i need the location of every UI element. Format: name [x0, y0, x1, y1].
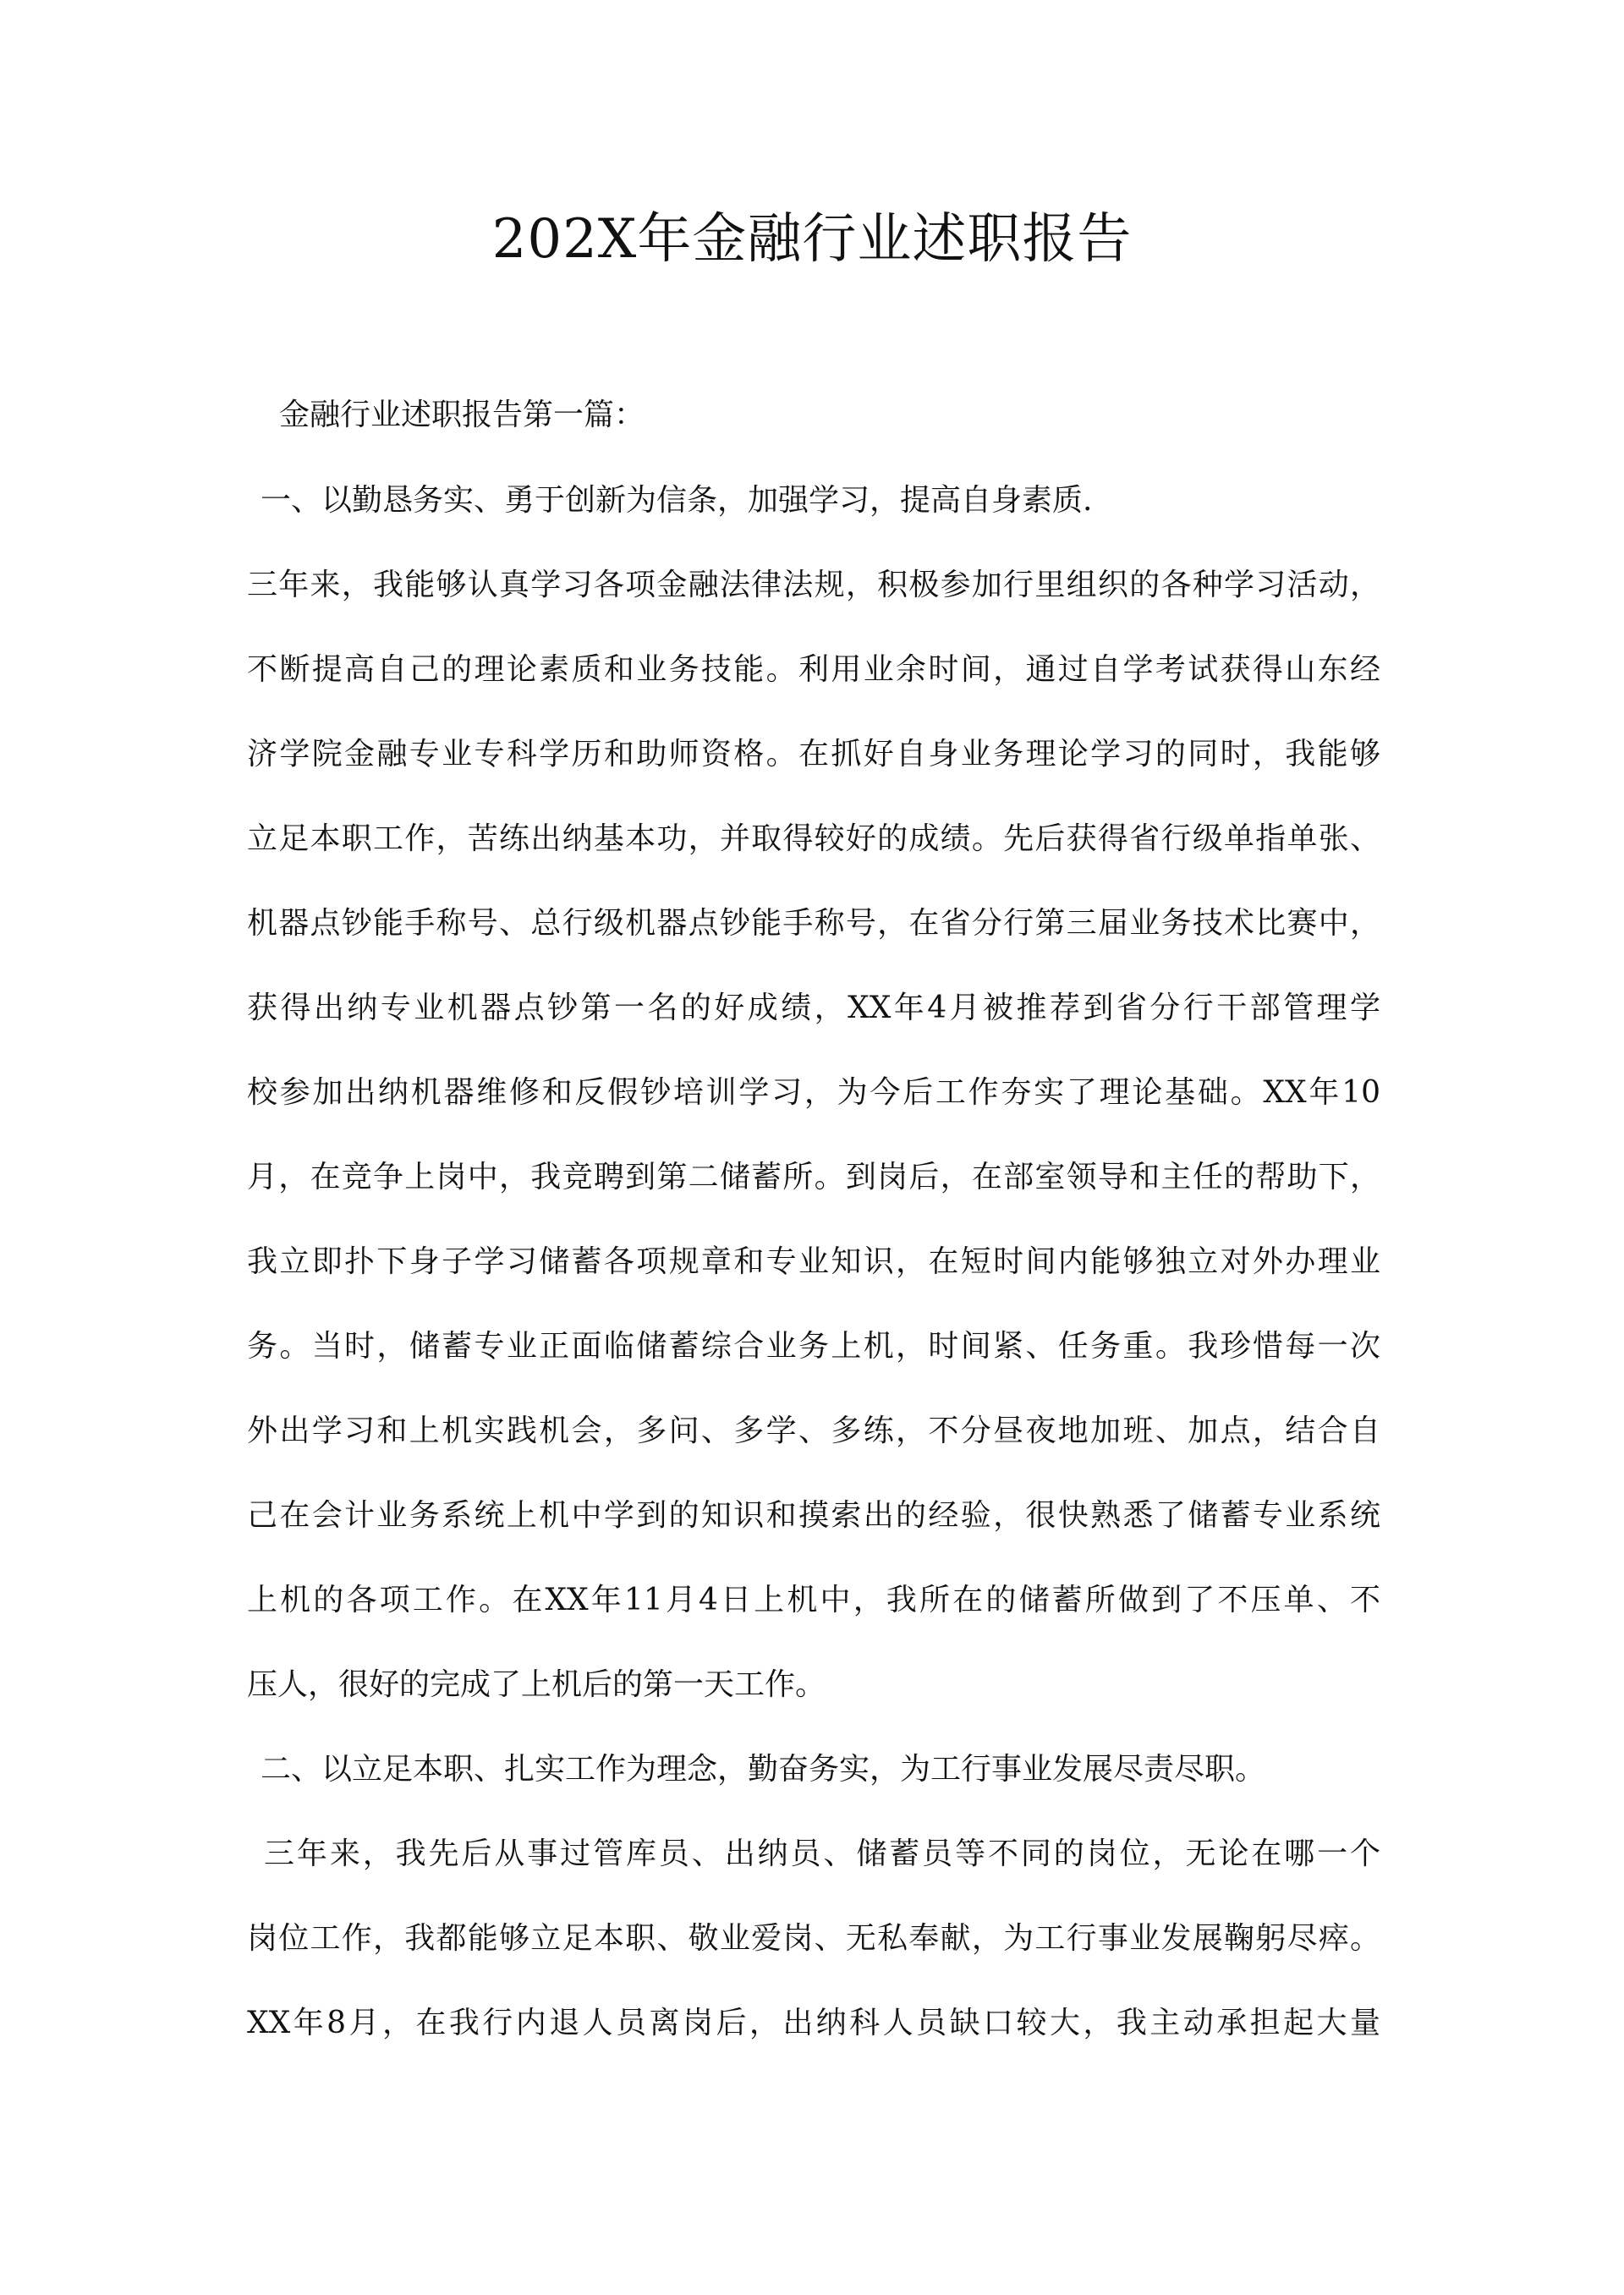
paragraph-line: 己在会计业务系统上机中学到的知识和摸索出的经验，很快熟悉了储蓄专业系统: [247, 1498, 1380, 1533]
paragraph-line: 务。当时，储蓄专业正面临储蓄综合业务上机，时间紧、任务重。我珍惜每一次: [247, 1329, 1380, 1364]
paragraph-line: 三年来，我能够认真学习各项金融法律法规，积极参加行里组织的各种学习活动，: [247, 568, 1380, 602]
paragraph-line: 月，在竞争上岗中，我竞聘到第二储蓄所。到岗后，在部室领导和主任的帮助下，: [247, 1160, 1380, 1194]
paragraph-line: 机器点钞能手称号、总行级机器点钞能手称号，在省分行第三届业务技术比赛中，: [247, 906, 1380, 941]
paragraph-line: 不断提高自己的理论素质和业务技能。利用业余时间，通过自学考试获得山东经: [247, 652, 1380, 687]
section-heading-first-article: 金融行业述职报告第一篇：: [279, 398, 645, 432]
paragraph-line: XX年8月，在我行内退人员离岗后，出纳科人员缺口较大，我主动承担起大量: [247, 2006, 1380, 2040]
paragraph-line: 校参加出纳机器维修和反假钞培训学习，为今后工作夯实了理论基础。XX年10: [247, 1075, 1380, 1110]
section-heading-one: 一、以勤恳务实、勇于创新为信条，加强学习，提高自身素质.: [261, 483, 1093, 518]
section-heading-two: 二、以立足本职、扎实工作为理念，勤奋务实，为工行事业发展尽责尽职。: [261, 1752, 1266, 1787]
paragraph-line: 三年来，我先后从事过管库员、出纳员、储蓄员等不同的岗位，无论在哪一个: [264, 1837, 1380, 1871]
paragraph-line: 岗位工作，我都能够立足本职、敬业爱岗、无私奉献，为工行事业发展鞠躬尽瘁。: [247, 1921, 1380, 1956]
paragraph-line: 外出学习和上机实践机会，多问、多学、多练，不分昼夜地加班、加点，结合自: [247, 1414, 1380, 1448]
paragraph-line: 立足本职工作，苦练出纳基本功，并取得较好的成绩。先后获得省行级单指单张、: [247, 821, 1380, 856]
paragraph-line: 济学院金融专业专科学历和助师资格。在抓好自身业务理论学习的同时，我能够: [247, 737, 1380, 771]
paragraph-line: 压人，很好的完成了上机后的第一天工作。: [247, 1667, 826, 1702]
document-title: 202X年金融行业述职报告: [491, 208, 1133, 271]
paragraph-line: 上机的各项工作。在XX年11月4日上机中，我所在的储蓄所做到了不压单、不: [247, 1583, 1380, 1617]
paragraph-line: 获得出纳专业机器点钞第一名的好成绩，XX年4月被推荐到省分行干部管理学: [247, 991, 1380, 1025]
paragraph-line: 我立即扑下身子学习储蓄各项规章和专业知识，在短时间内能够独立对外办理业: [247, 1244, 1380, 1279]
